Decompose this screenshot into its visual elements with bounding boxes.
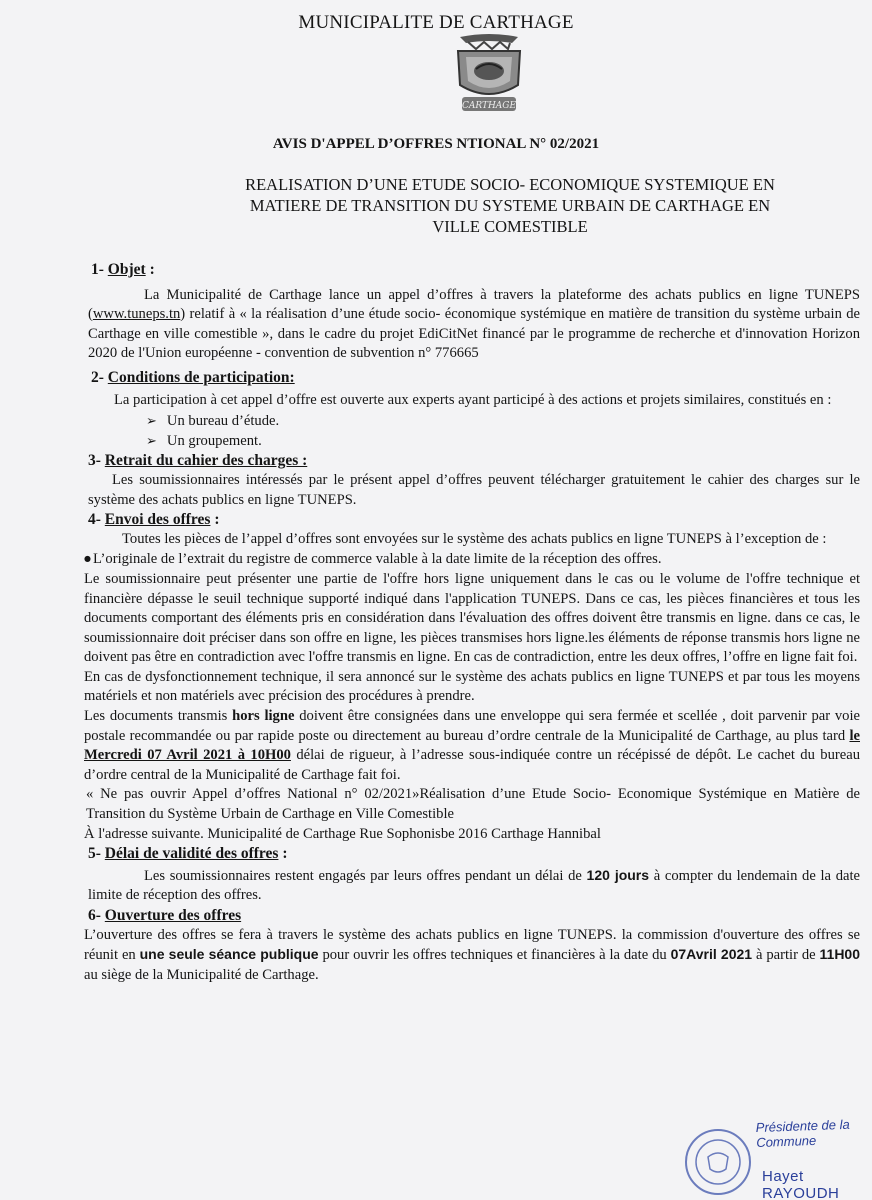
section-heading-envoi	[88, 510, 860, 530]
section-title: Envoi des offres	[104, 511, 211, 529]
text-fragment: à partir de	[752, 947, 820, 964]
section-number: 2-	[91, 368, 108, 386]
submission-deadline: le Mercredi 07 Avril 2021 à 10H00	[84, 727, 860, 764]
text-bold: une seule séance publique	[139, 946, 319, 963]
subject-line: MATIERE DE TRANSITION DU SYSTEME URBAIN DE CARTHAGE EN	[249, 196, 771, 215]
section-envoi-bullet	[84, 549, 860, 570]
section-envoi-p3: En cas de dysfonctionnement technique, il sera annoncé sur le système des achats publics en ligne TUNEPS et par tous les moyens matériels et non matériels avec précision des procédures à prendre.	[84, 668, 860, 705]
section-tail: :	[145, 261, 155, 278]
opening-time: 11H00	[819, 946, 860, 963]
section-envoi-p2: Le soumissionnaire peut présenter une partie de l'offre hors ligne uniquement dans le cas ou le volume de l'offre technique et financière dépasse le seuil technique supporté indiqué dans l'application TUNEPS. Dans ce cas, les pièces financières et tous les documents comportant des éléments pris en considération dans l'évaluation des offres doivent être transmis en ligne. dans ce cas, le soumissionnaire doit préciser dans son offre en ligne, les pièces transmises hors ligne.les éléments de réponse transmis hors ligne ne doivent pas être en contradiction avec l'offre transmis en ligne. En cas de contradiction, entre les deux offres, l’offre en ligne fait foi.	[84, 570, 860, 666]
text-fragment: à compter du lendemain de la date limite de réception des offres.	[88, 867, 860, 904]
official-stamp	[680, 1127, 756, 1197]
text-fragment: L’originale de l’extrait du registre de commerce valable à la date limite de la réception des offres.	[92, 551, 662, 568]
section-heading-ouverture	[88, 906, 860, 926]
section-validite-text	[88, 866, 860, 906]
text-fragment: pour ouvrir les offres techniques et financières à la date du	[318, 947, 671, 964]
section-title: Objet	[107, 261, 146, 278]
opening-date: 07Avril 2021	[670, 946, 753, 963]
section-number: 3-	[88, 452, 105, 470]
section-envoi-address: À l'adresse suivante. Municipalité de Carthage Rue Sophonisbe 2016 Carthage Hannibal	[84, 825, 601, 842]
section-title: Délai de validité des offres	[104, 845, 279, 863]
text-fragment: La Municipalité de Carthage lance un appel d’offres à travers la plateforme des achats publics en ligne TUNEPS (	[88, 286, 860, 323]
subject-line: REALISATION D’UNE ETUDE SOCIO- ECONOMIQUE SYSTEMIQUE EN	[245, 175, 775, 194]
text-bold: hors ligne	[232, 708, 295, 725]
text-fragment: Les soumissionnaires restent engagés par leurs offres pendant un délai de	[144, 867, 587, 884]
section-tail: :	[210, 511, 220, 529]
section-number: 1-	[91, 261, 108, 278]
section-title: Ouverture des offres	[104, 907, 242, 924]
notice-body	[84, 260, 861, 985]
signatory-title: Présidente de la Commune	[755, 1116, 850, 1151]
subject-line: VILLE COMESTIBLE	[432, 217, 588, 236]
notice-title: AVIS D'APPEL D’OFFRES NTIONAL N° 02/2021	[272, 136, 600, 152]
list-item: ➢ Un groupement.	[146, 432, 860, 452]
logo-caption: CARTHAGE	[461, 101, 517, 111]
section-number: 5-	[88, 845, 105, 863]
section-number: 6-	[88, 907, 105, 924]
list-item: ➢ Un bureau d’étude.	[146, 412, 860, 432]
section-ouverture-text	[84, 926, 860, 986]
section-retrait-text: Les soumissionnaires intéressés par le présent appel d’offres peuvent télécharger gratuitement le cahier des charges sur le système des achats publics en ligne TUNEPS.	[88, 471, 860, 508]
section-title: Retrait du cahier des charges :	[104, 452, 308, 470]
section-heading-validite	[88, 844, 860, 864]
section-envoi-p5: « Ne pas ouvrir Appel d’offres National n° 02/2021»Réalisation d’une Etude Socio- Economique Systémique en Matière de Transition du Système Urbain de Carthage en Ville Comestible	[86, 786, 860, 823]
carthage-logo-emblem	[446, 33, 532, 115]
text-fragment: doivent être consignées dans une enveloppe qui sera fermée et scellée , doit parvenir par voie postale recommandée ou par rapide poste ou directement au bureau d’ordre centrale de la Municipalité de Carthage, au plus tard	[84, 708, 861, 744]
section-tail: :	[278, 845, 288, 863]
section-objet-text	[88, 286, 860, 364]
text-fragment: au siège de la Municipalité de Carthage.	[84, 966, 319, 983]
participant-types-list	[146, 412, 860, 451]
section-title: Conditions de participation:	[107, 368, 295, 386]
section-heading-retrait	[88, 451, 860, 471]
text-fragment: délai de rigueur, à l’adresse sous-indiquée contre un récépissé de dépôt. Le cachet du bureau d’ordre central de la Municipalité de Carthage fait foi.	[84, 747, 860, 783]
section-envoi-p1: Toutes les pièces de l’appel d’offres sont envoyées sur le système des achats publics en ligne TUNEPS à l’exception de :	[122, 530, 827, 547]
section-heading-conditions	[91, 368, 860, 388]
section-number: 4-	[88, 511, 105, 529]
tuneps-link[interactable]: www.tuneps.tn	[92, 306, 181, 323]
text-fragment: ) relatif à « la réalisation d’une étude socio- économique systémique en matière de transition du système urbain de Carthage en ville comestible », dans le cadre du projet EdiCitNet financé par le programme de recherche et d'innovation Horizon 2020 de l'Union européenne - convention de subvention n° 776665	[88, 306, 860, 362]
municipality-header: MUNICIPALITE DE CARTHAGE	[298, 12, 574, 33]
section-envoi-p4	[84, 707, 860, 785]
text-fragment: Les documents transmis	[84, 708, 233, 725]
notice-subject	[150, 174, 870, 237]
text-fragment: L’ouverture des offres se fera à travers le système des achats publics en ligne TUNEPS. la commission d'ouverture des offres se réunit en	[84, 926, 860, 964]
section-heading-objet	[91, 260, 860, 280]
section-conditions-text: La participation à cet appel d’offre est ouverte aux experts ayant participé à des actions et projets similaires, constitués en :	[114, 391, 832, 408]
signatory-name: Hayet RAYOUDH	[762, 1168, 840, 1200]
validity-period: 120 jours	[586, 866, 650, 883]
